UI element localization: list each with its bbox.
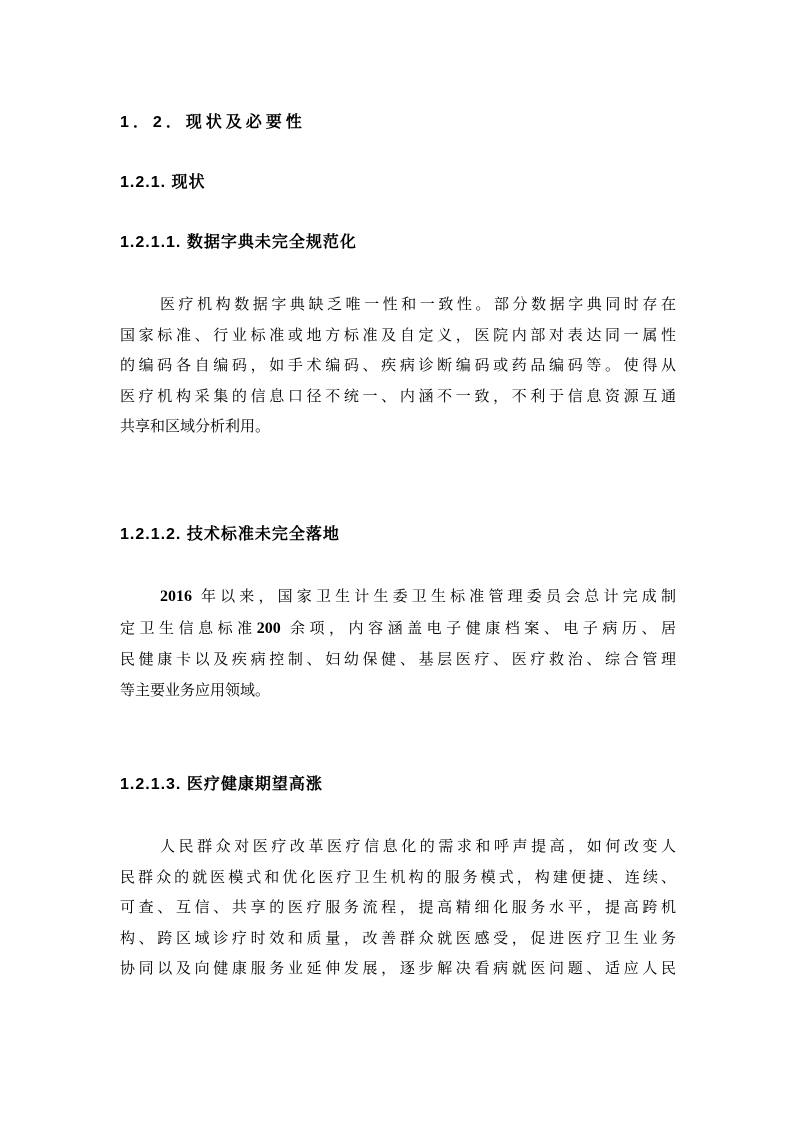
paragraph-line: 民健康卡以及疾病控制、妇幼保健、基层医疗、医疗救治、综合管理 (120, 650, 676, 669)
paragraph-line: 医疗机构数据字典缺乏唯一性和一致性。部分数据字典同时存在 (160, 295, 676, 313)
paragraph-technical-standards (120, 581, 676, 705)
paragraph-line: 医疗机构采集的信息口径不统一、内涵不一致，不利于信息资源互通 (120, 386, 676, 405)
paragraph-line: 人民群众对医疗改革医疗信息化的需求和呼声提高，如何改变人 (160, 837, 676, 855)
text-run: 定卫生信息标准 (120, 618, 257, 637)
section-heading-1-2-1-2: 1.2.1.2. 技术标准未完全落地 (120, 526, 340, 543)
paragraph-line: 的编码各自编码，如手术编码、疾病诊断编码或药品编码等。使得从 (120, 356, 676, 375)
paragraph-line: 国家标准、行业标准或地方标准及自定义，医院内部对表达同一属性 (120, 325, 676, 344)
text-run: 余项，内容涵盖电子健康档案、电子病历、居 (289, 618, 676, 637)
paragraph-line (120, 613, 676, 645)
year-number: 2016 (160, 588, 192, 605)
paragraph-line: 民群众的就医模式和优化医疗卫生机构的服务模式，构建便捷、连续、 (120, 867, 676, 886)
section-heading-1-2: 1．2．现状及必要性 (120, 114, 306, 131)
paragraph-data-dictionary (120, 289, 676, 442)
paragraph-line: 构、跨区域诊疗时效和质量，改善群众就医感受，促进医疗卫生业务 (120, 928, 676, 947)
section-heading-1-2-1-1: 1.2.1.1. 数据字典未完全规范化 (120, 234, 357, 251)
paragraph-line (120, 581, 676, 613)
paragraph-line: 协同以及向健康服务业延伸发展，逐步解决看病就医问题、适应人民 (120, 959, 676, 978)
section-heading-1-2-1-3: 1.2.1.3. 医疗健康期望高涨 (120, 776, 323, 793)
section-heading-1-2-1: 1.2.1. 现状 (120, 174, 206, 191)
text-run: 年以来，国家卫生计生委卫生标准管理委员会总计完成制 (200, 587, 676, 605)
paragraph-line: 等主要业务应用领域。 (120, 680, 271, 699)
count-number: 200 (256, 619, 281, 637)
paragraph-line: 共享和区域分析利用。 (120, 417, 271, 436)
paragraph-healthcare-expectations (120, 831, 676, 984)
paragraph-line: 可查、互信、共享的医疗服务流程，提高精细化服务水平，提高跨机 (120, 898, 676, 917)
